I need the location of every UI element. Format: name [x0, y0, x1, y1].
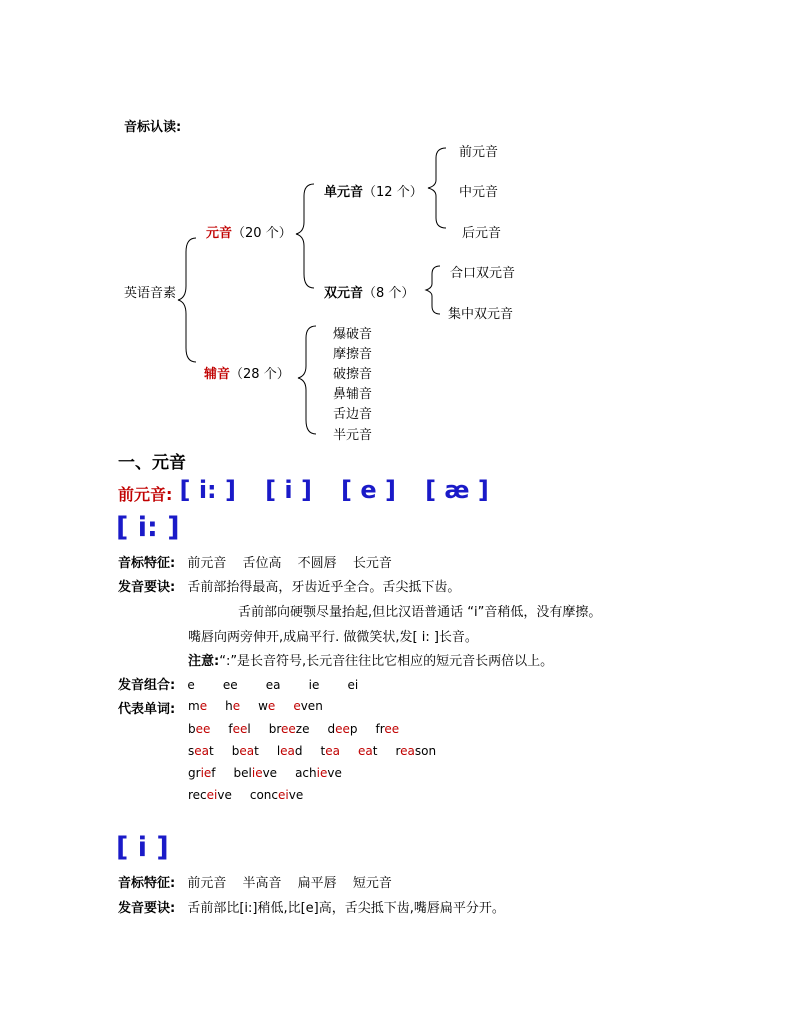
word-highlight: ea — [325, 744, 341, 758]
example-word: tea — [320, 744, 341, 758]
tree-root: 英语音素 — [124, 286, 177, 301]
consonant-type-semivowel: 半元音 — [333, 428, 373, 443]
diph-brace — [424, 264, 444, 316]
example-word: grief — [188, 766, 216, 780]
mono-type-central: 中元音 — [459, 185, 499, 200]
word-highlight: e — [232, 699, 241, 713]
front-symbol-e: [ e ] — [341, 476, 396, 504]
word-row — [188, 699, 341, 713]
word-highlight: ie — [251, 766, 263, 780]
word-highlight: ee — [195, 722, 211, 736]
front-symbol-ae: [ æ ] — [425, 476, 489, 504]
vowel-brace — [294, 182, 318, 292]
word-highlight: ea — [400, 744, 415, 758]
features-row-ii: 音标特征: 前元音 舌位高 不圆唇 长元音 — [118, 556, 392, 571]
word-highlight: e — [267, 699, 276, 713]
word-row — [188, 722, 417, 736]
word-highlight: e — [293, 699, 301, 713]
word-row — [188, 744, 454, 758]
example-word: reason — [395, 744, 437, 758]
example-word: me — [188, 699, 208, 713]
front-vowels-label: 前元音: — [118, 485, 173, 504]
example-word: conceive — [249, 788, 304, 802]
example-word: beat — [231, 744, 259, 758]
words-label-ii: 代表单词: — [118, 702, 176, 717]
example-word: believe — [233, 766, 278, 780]
pron-row-ii: 发音要诀: 舌前部抬得最高，牙齿近乎全合。舌尖抵下齿。 — [118, 580, 461, 595]
word-highlight: ea — [194, 744, 210, 758]
front-symbol-ii: [ i: ] — [179, 476, 236, 504]
word-row — [188, 766, 360, 780]
word-highlight: e — [199, 699, 208, 713]
consonant-type-lateral: 舌边音 — [333, 407, 373, 422]
tree-consonant: 辅音（28 个） — [204, 367, 290, 382]
mono-type-back: 后元音 — [462, 226, 502, 241]
example-word: even — [293, 699, 323, 713]
word-highlight: ei — [206, 788, 218, 802]
example-word: receive — [188, 788, 232, 802]
page-title: 音标认读: — [124, 120, 182, 135]
tree-vowel: 元音（20 个） — [206, 226, 292, 241]
example-word: breeze — [268, 722, 310, 736]
word-highlight: ie — [316, 766, 328, 780]
consonant-type-plosive: 爆破音 — [333, 327, 373, 342]
mono-type-front: 前元音 — [459, 145, 499, 160]
example-word: eat — [358, 744, 378, 758]
example-word: achieve — [295, 766, 342, 780]
word-highlight: ee — [281, 722, 296, 736]
tree-diphthong: 双元音（8 个） — [324, 286, 415, 301]
word-highlight: ea — [280, 744, 295, 758]
symbol-heading-i: [ i ] — [116, 832, 169, 863]
front-vowels-line — [118, 476, 489, 505]
word-highlight: ie — [200, 766, 212, 780]
front-symbol-i: [ i ] — [265, 476, 312, 504]
word-highlight: ei — [278, 788, 289, 802]
example-word: deep — [327, 722, 358, 736]
pron-line2-ii: 舌前部向硬颚尽量抬起,但比汉语普通话 “i”音稍低，没有摩擦。 — [238, 605, 602, 620]
diph-type-centering: 集中双元音 — [448, 307, 514, 322]
pron-row-i: 发音要诀: 舌前部比[i:]稍低,比[e]高，舌尖抵下齿,嘴唇扁平分开。 — [118, 901, 505, 916]
diph-type-closing: 合口双元音 — [450, 266, 516, 281]
example-word: seat — [188, 744, 214, 758]
word-highlight: ee — [232, 722, 248, 736]
example-word: he — [225, 699, 241, 713]
consonant-type-affricate: 破擦音 — [333, 367, 373, 382]
consonant-brace — [296, 324, 320, 436]
word-highlight: ee — [384, 722, 400, 736]
tree-monophthong: 单元音（12 个） — [324, 185, 423, 200]
root-brace — [176, 236, 200, 366]
example-word: feel — [228, 722, 251, 736]
example-word: bee — [188, 722, 211, 736]
pron-line3-ii: 嘴唇向两旁伸开,成扁平行. 做微笑状,发[ i: ]长音。 — [188, 630, 478, 645]
symbol-heading-ii: [ i: ] — [116, 512, 180, 543]
note-row-ii: 注意:“:”是长音符号,长元音往往比它相应的短元音长两倍以上。 — [188, 654, 554, 669]
consonant-type-fricative: 摩擦音 — [333, 347, 373, 362]
example-word: we — [258, 699, 276, 713]
word-row — [188, 788, 321, 802]
example-word: free — [375, 722, 400, 736]
word-highlight: ea — [239, 744, 255, 758]
word-highlight: ea — [358, 744, 373, 758]
mono-brace — [426, 146, 450, 230]
features-row-i: 音标特征: 前元音 半高音 扁平唇 短元音 — [118, 876, 392, 891]
combo-row-ii: 发音组合: e ee ea ie ei — [118, 678, 359, 693]
example-word: lead — [276, 744, 303, 758]
section-heading-vowels: 一、元音 — [118, 453, 186, 473]
word-highlight: ee — [335, 722, 350, 736]
consonant-type-nasal: 鼻辅音 — [333, 387, 373, 402]
